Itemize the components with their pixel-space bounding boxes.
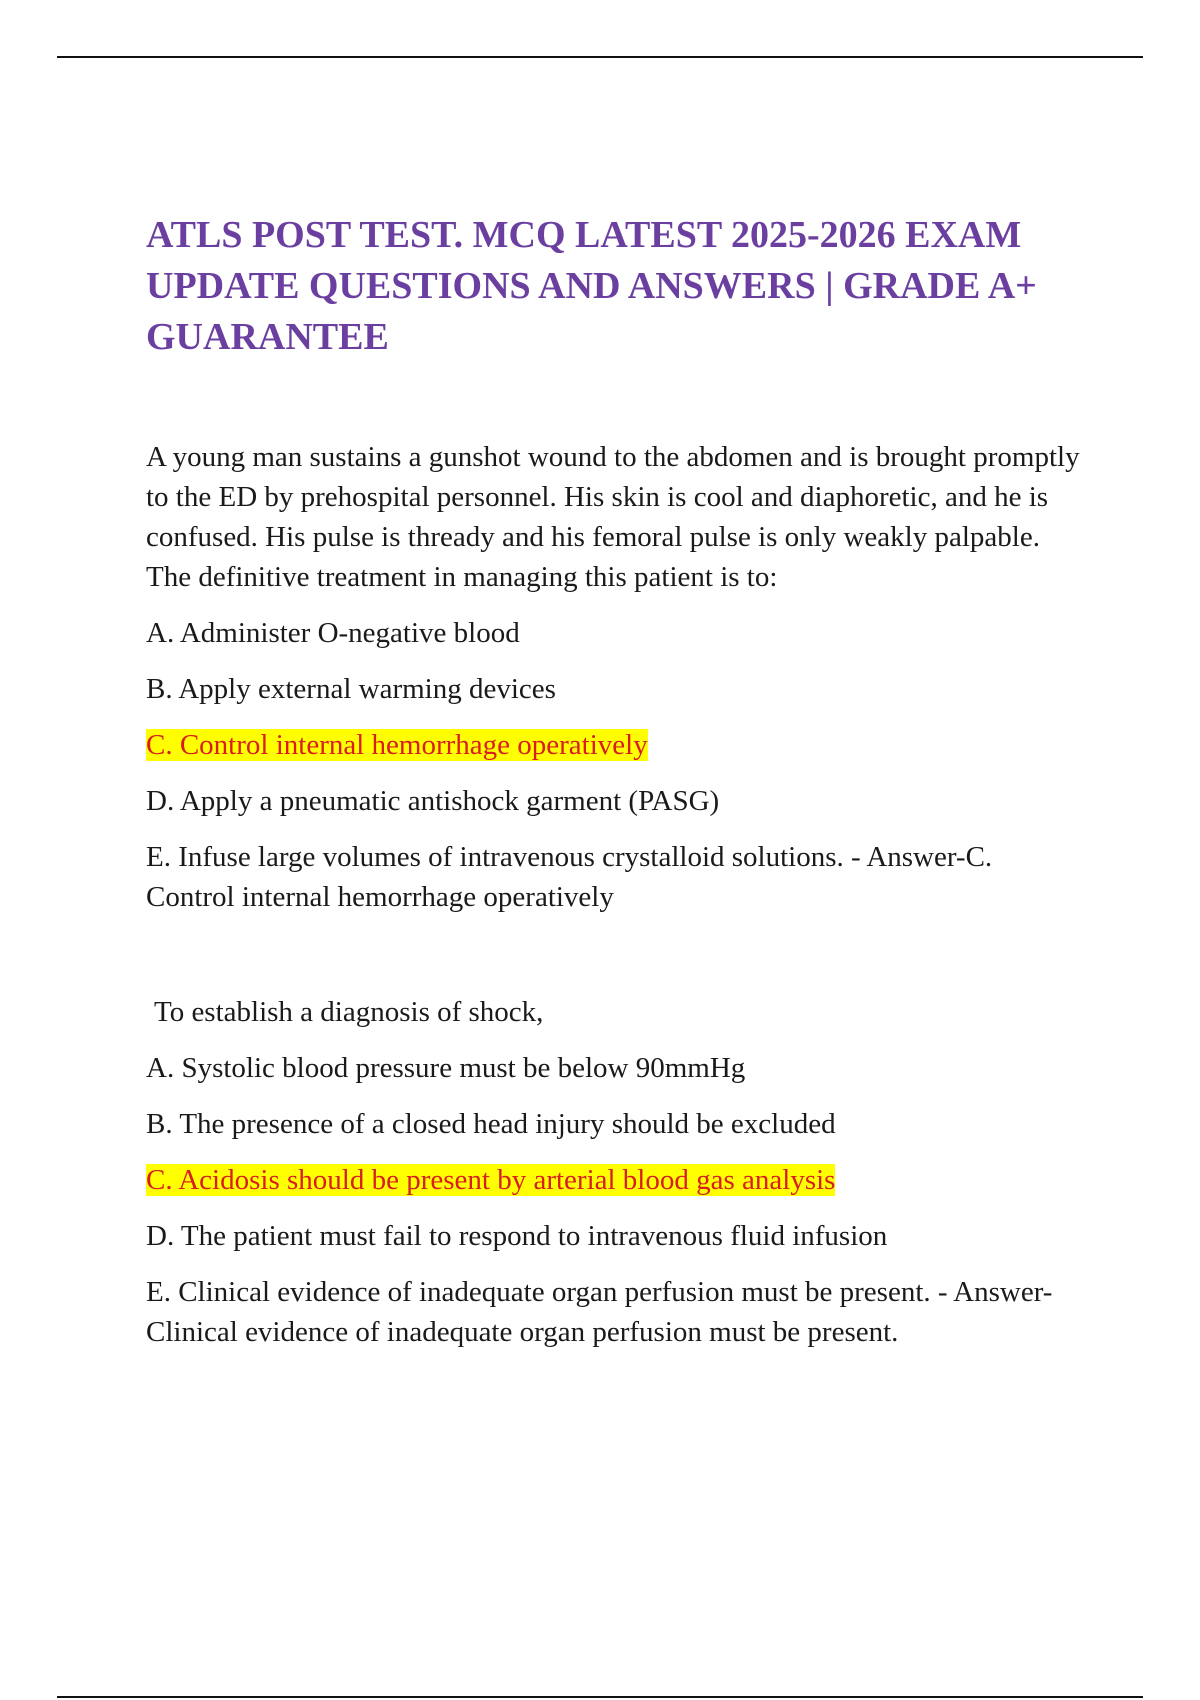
- option-a: A. Systolic blood pressure must be below 90mmHg: [146, 1052, 746, 1084]
- bottom-rule: [57, 1696, 1143, 1698]
- document-body: [146, 210, 1086, 1352]
- option-d: D. The patient must fail to respond to intravenous fluid infusion: [146, 1220, 888, 1252]
- highlighted-answer: C. Acidosis should be present by arterial blood gas analysis: [146, 1164, 836, 1196]
- question-2: [146, 992, 1086, 1352]
- option-c-highlighted: [146, 725, 1086, 765]
- question-1: [146, 437, 1086, 917]
- option-c-highlighted: [146, 1160, 1086, 1200]
- option-b: B. Apply external warming devices: [146, 673, 556, 705]
- top-rule: [57, 56, 1143, 58]
- highlighted-answer: C. Control internal hemorrhage operatively: [146, 729, 648, 761]
- question-stem: To establish a diagnosis of shock,: [154, 996, 544, 1028]
- document-title: ATLS POST TEST. MCQ LATEST 2025-2026 EXAM UPDATE QUESTIONS AND ANSWERS | GRADE A+ GUARANTEE: [146, 214, 1037, 358]
- option-d: D. Apply a pneumatic antishock garment (PASG): [146, 785, 720, 817]
- option-e-with-answer: E. Clinical evidence of inadequate organ perfusion must be present. - Answer-Clinical evidence of inadequate organ perfusion must be present.: [146, 1276, 1053, 1348]
- option-e-with-answer: E. Infuse large volumes of intravenous crystalloid solutions. - Answer-C. Control internal hemorrhage operatively: [146, 841, 993, 913]
- option-b: B. The presence of a closed head injury should be excluded: [146, 1108, 836, 1140]
- option-a: A. Administer O-negative blood: [146, 617, 520, 649]
- question-stem: A young man sustains a gunshot wound to the abdomen and is brought promptly to the ED by prehospital personnel. His skin is cool and diaphoretic, and he is confused. His pulse is thready and his femoral pulse is only weakly palpable. The definitive treatment in managing this patient is to:: [146, 441, 1080, 593]
